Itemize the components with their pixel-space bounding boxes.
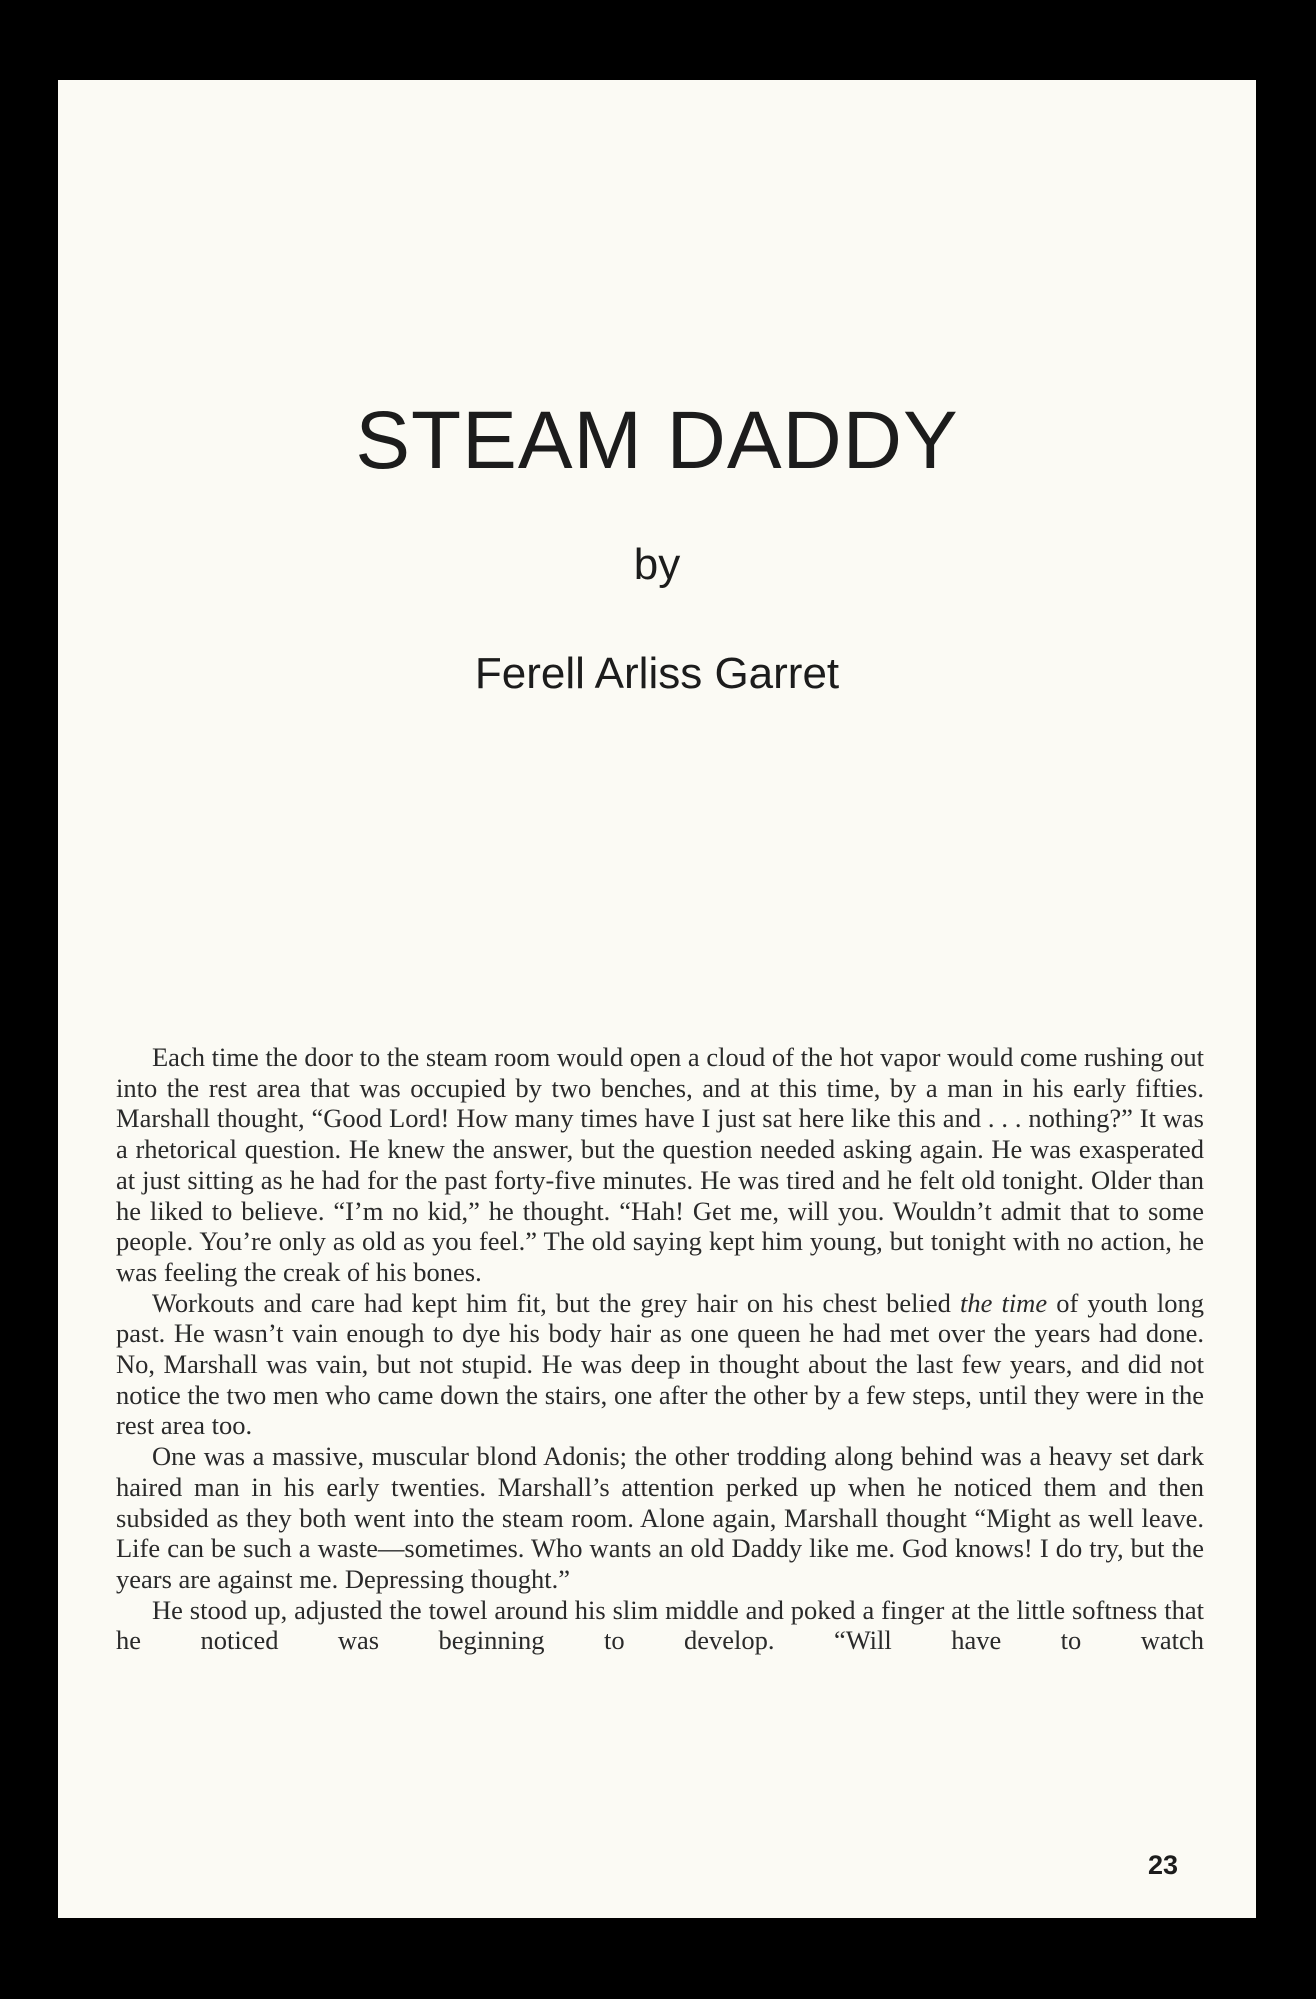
paragraph-text: Each time the door to the steam room would open a cloud of the hot vapor would come rushing out into the rest area that was occupied by two benches, and at this time, by a man in his early fifties. Marshall thought, “Good Lord! How many times have I just sat here like this and . . . nothing?” It was a rhetorical question. He knew the answer, but the question needed asking again. He was exasperated at just sitting as he had for the past forty-five minutes. He was tired and he felt old tonight. Older than he liked to believe. “I’m no kid,” he thought. “Hah! Get me, will you. Wouldn’t admit that to some people. You’re only as old as you feel.” The old saying kept him young, but tonight with no action, he was feeling the creak of his bones. bbox=[116, 1042, 1204, 1287]
paragraph bbox=[116, 1595, 1204, 1656]
paragraph-text: Workouts and care had kept him fit, but the grey hair on his chest belied bbox=[152, 1287, 960, 1318]
story-body bbox=[116, 1042, 1204, 1656]
page-number: 23 bbox=[1147, 1850, 1178, 1880]
author-name: Ferell Arliss Garret bbox=[474, 649, 840, 698]
paragraph-italic-text: the time bbox=[959, 1287, 1048, 1318]
byline: by bbox=[633, 540, 681, 589]
paragraph-text: He stood up, adjusted the towel around his slim middle and poked a finger at the little softness that he noticed was beginning to develop. “Will have to watch bbox=[116, 1594, 1204, 1656]
paragraph-text: One was a massive, muscular blond Adonis; the other trodding along behind was a heavy set dark haired man in his early twenties. Marshall’s attention perked up when he noticed them and then subsided as they both went into the steam room. Alone again, Marshall thought “Might as well leave. Life can be such a waste—sometimes. Who wants an old Daddy like me. God knows! I do try, but the years are against me. Depressing thought.” bbox=[116, 1441, 1204, 1594]
paragraph bbox=[116, 1288, 1204, 1442]
story-title: STEAM DADDY bbox=[355, 395, 959, 486]
paragraph-text: of youth long past. He wasn’t vain enough to dye his body hair as one queen he had met over the years had done. No, Marshall was vain, but not stupid. He was deep in thought about the last few years, and did not notice the two men who came down the stairs, one after the other by a few steps, until they were in the rest area too. bbox=[116, 1287, 1204, 1441]
book-page bbox=[58, 80, 1256, 1918]
paragraph bbox=[116, 1042, 1204, 1288]
paragraph bbox=[116, 1441, 1204, 1595]
